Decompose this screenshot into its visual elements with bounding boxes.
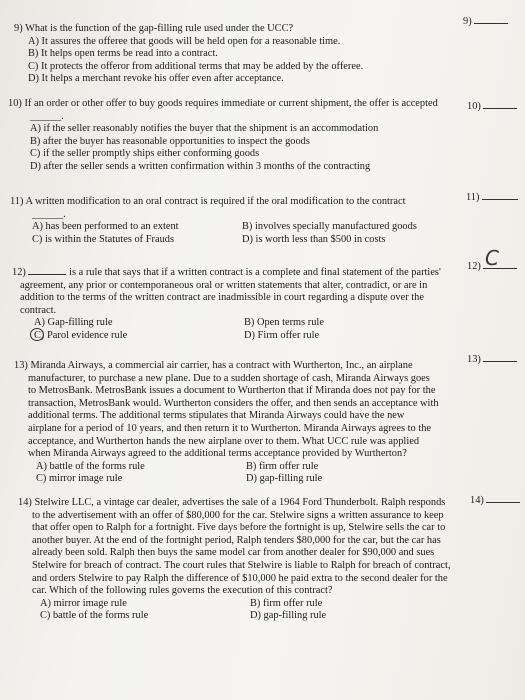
question-13-option-a[interactable]: A) battle of the forms rule: [36, 460, 145, 472]
question-9-option-d[interactable]: D) It helps a merchant revoke his offer even after acceptance.: [28, 73, 284, 85]
question-9-number: 9): [463, 16, 472, 27]
question-12-option-c[interactable]: C) Parol evidence rule: [34, 329, 128, 341]
question-9-option-c[interactable]: C) It protects the offeror from additional terms that may be added by the offeree.: [28, 60, 364, 72]
question-10-stem: 10) If an order or other offer to buy goods requires immediate or current shipment, the offer is accepted: [8, 98, 438, 109]
question-10: [8, 98, 463, 174]
question-13-line-1: 13) Miranda Airways, a commercial air carrier, has a contract with Wurtherton, Inc., an airplane: [14, 360, 413, 371]
question-13-line-7: acceptance, and Wurtherton hands the new airplane over to them. What UCC rule was applied: [28, 435, 420, 447]
answer-blank[interactable]: [486, 493, 520, 503]
question-13-option-c[interactable]: C) mirror image rule: [36, 473, 123, 485]
handwritten-answer-c: C: [485, 246, 499, 270]
question-12-stem-line-4: contract.: [20, 304, 57, 316]
question-9-option-b[interactable]: B) It helps open terms be read into a contract.: [28, 48, 218, 60]
question-14-line-7: and orders Stelwire to pay Ralph the difference of $10,000 he paid extra to the second dealer for the: [32, 572, 448, 584]
question-12-option-d[interactable]: D) Firm offer rule: [244, 329, 320, 341]
question-10-option-d[interactable]: D) after the seller sends a written confirmation within 3 months of the contracting: [30, 160, 371, 172]
question-9: [14, 23, 454, 86]
question-10-blank: ______.: [30, 110, 64, 122]
question-13-option-b[interactable]: B) firm offer rule: [246, 460, 319, 472]
question-14-option-c[interactable]: C) battle of the forms rule: [40, 610, 149, 622]
question-13-line-5: additional terms. The additional terms stipulates that Miranda Airways could have the new: [28, 410, 405, 422]
question-13-line-8: when Miranda Airways agreed to the additional terms acceptance provided by Wurtherton?: [28, 448, 407, 460]
question-14-option-d[interactable]: D) gap-filling rule: [250, 610, 327, 622]
answer-blank[interactable]: [483, 352, 517, 362]
question-12-number: 12): [467, 261, 481, 272]
question-12-stem-line-1: is a rule that says that if a written contract is a complete and final statement of the parties': [69, 267, 441, 278]
question-11-number: 11): [466, 192, 480, 203]
question-13-option-d[interactable]: D) gap-filling rule: [246, 473, 323, 485]
question-14-line-1: 14) Stelwire LLC, a vintage car dealer, advertises the sale of a 1964 Ford Thunderbolt. Ralph responds: [18, 497, 446, 508]
question-9-option-a[interactable]: A) It assures the offeree that goods will be held open for a reasonable time.: [28, 35, 341, 47]
question-13-answer[interactable]: [467, 352, 517, 365]
question-10-option-a[interactable]: A) if the seller reasonably notifies the buyer that the shipment is an accommodation: [30, 123, 379, 135]
question-14-line-3: that offer open to Ralph for a fortnight. Five days before the fortnight is up, Stelwire sells the car to: [32, 522, 446, 534]
question-10-number: 10): [467, 101, 481, 112]
question-14-option-b[interactable]: B) firm offer rule: [250, 597, 323, 609]
question-14-line-2: to the advertisement with an offer of $80,000 for the car. Stelwire signs a written assurance to keep: [32, 509, 444, 521]
question-11-option-a[interactable]: A) has been performed to an extent: [32, 221, 179, 233]
question-9-answer[interactable]: [463, 14, 508, 27]
question-10-answer[interactable]: [467, 99, 517, 112]
question-12-option-a[interactable]: A) Gap-filling rule: [34, 317, 113, 329]
question-13-line-6: airplane for a period of 10 years, and then return it to Wurtherton. Miranda Airways agrees to the: [28, 422, 432, 434]
question-12-option-b[interactable]: B) Open terms rule: [244, 317, 324, 329]
question-14-line-4: another buyer. At the end of the fortnight period, Ralph tenders $80,000 for the car, but the car has: [32, 534, 441, 546]
question-14-number: 14): [470, 495, 484, 506]
question-14: [18, 497, 464, 623]
question-14-option-a[interactable]: A) mirror image rule: [40, 597, 127, 609]
question-13-number: 13): [467, 354, 481, 365]
question-12: [12, 265, 464, 343]
answer-blank[interactable]: [483, 99, 517, 109]
question-14-line-6: Stelwire for breach of contract. The court rules that Stelwire is liable to Ralph for breach of contract,: [32, 559, 451, 571]
question-13-line-3: to MetrosBank. MetrosBank issues a document to Wurtherton that if Miranda does not pay for the: [28, 385, 436, 397]
question-11-option-d[interactable]: D) is worth less than $500 in costs: [242, 233, 386, 245]
answer-blank[interactable]: [474, 14, 508, 24]
question-11-stem: 11) A written modification to an oral contract is required if the oral modification to the contract: [10, 196, 406, 207]
question-13-line-4: transaction, MetrosBank would. Wurtherton considers the offer, and then sends an acceptance with: [28, 397, 439, 409]
question-11-blank: ______.: [32, 208, 66, 220]
question-10-option-c[interactable]: C) if the seller promptly ships either conforming goods: [30, 148, 260, 160]
question-9-stem: 9) What is the function of the gap-filling rule used under the UCC?: [14, 23, 294, 34]
question-14-answer[interactable]: [470, 493, 520, 506]
question-11-option-b[interactable]: B) involves specially manufactured goods: [242, 221, 417, 233]
question-13: [14, 360, 466, 486]
question-11-answer[interactable]: [466, 190, 518, 203]
question-12-stem-line-3: addition to the terms of the written contract are inadmissible in court regarding a dispute over the: [20, 292, 424, 304]
question-14-line-5: already been sold. Ralph then buys the same model car from another dealer for $90,000 and sues: [32, 547, 435, 559]
question-12-inline-blank: [28, 265, 66, 275]
question-10-option-b[interactable]: B) after the buyer has reasonable opportunities to inspect the goods: [30, 135, 310, 147]
question-12-stem-line-2: agreement, any prior or contemporaneous oral or written statements that alter, contradict, or are in: [20, 279, 428, 291]
question-14-line-8: car. Which of the following rules governs the execution of this contract?: [32, 585, 333, 597]
question-13-line-2: manufacturer, to purchase a new plane. Due to a sudden shortage of cash, Miranda Airways goes: [28, 372, 430, 384]
question-12-number-left: 12): [12, 267, 26, 278]
question-11-option-c[interactable]: C) is within the Statutes of Frauds: [32, 233, 174, 245]
question-11: [10, 196, 465, 246]
answer-circle-mark: [30, 328, 44, 341]
answer-blank[interactable]: [482, 190, 518, 200]
